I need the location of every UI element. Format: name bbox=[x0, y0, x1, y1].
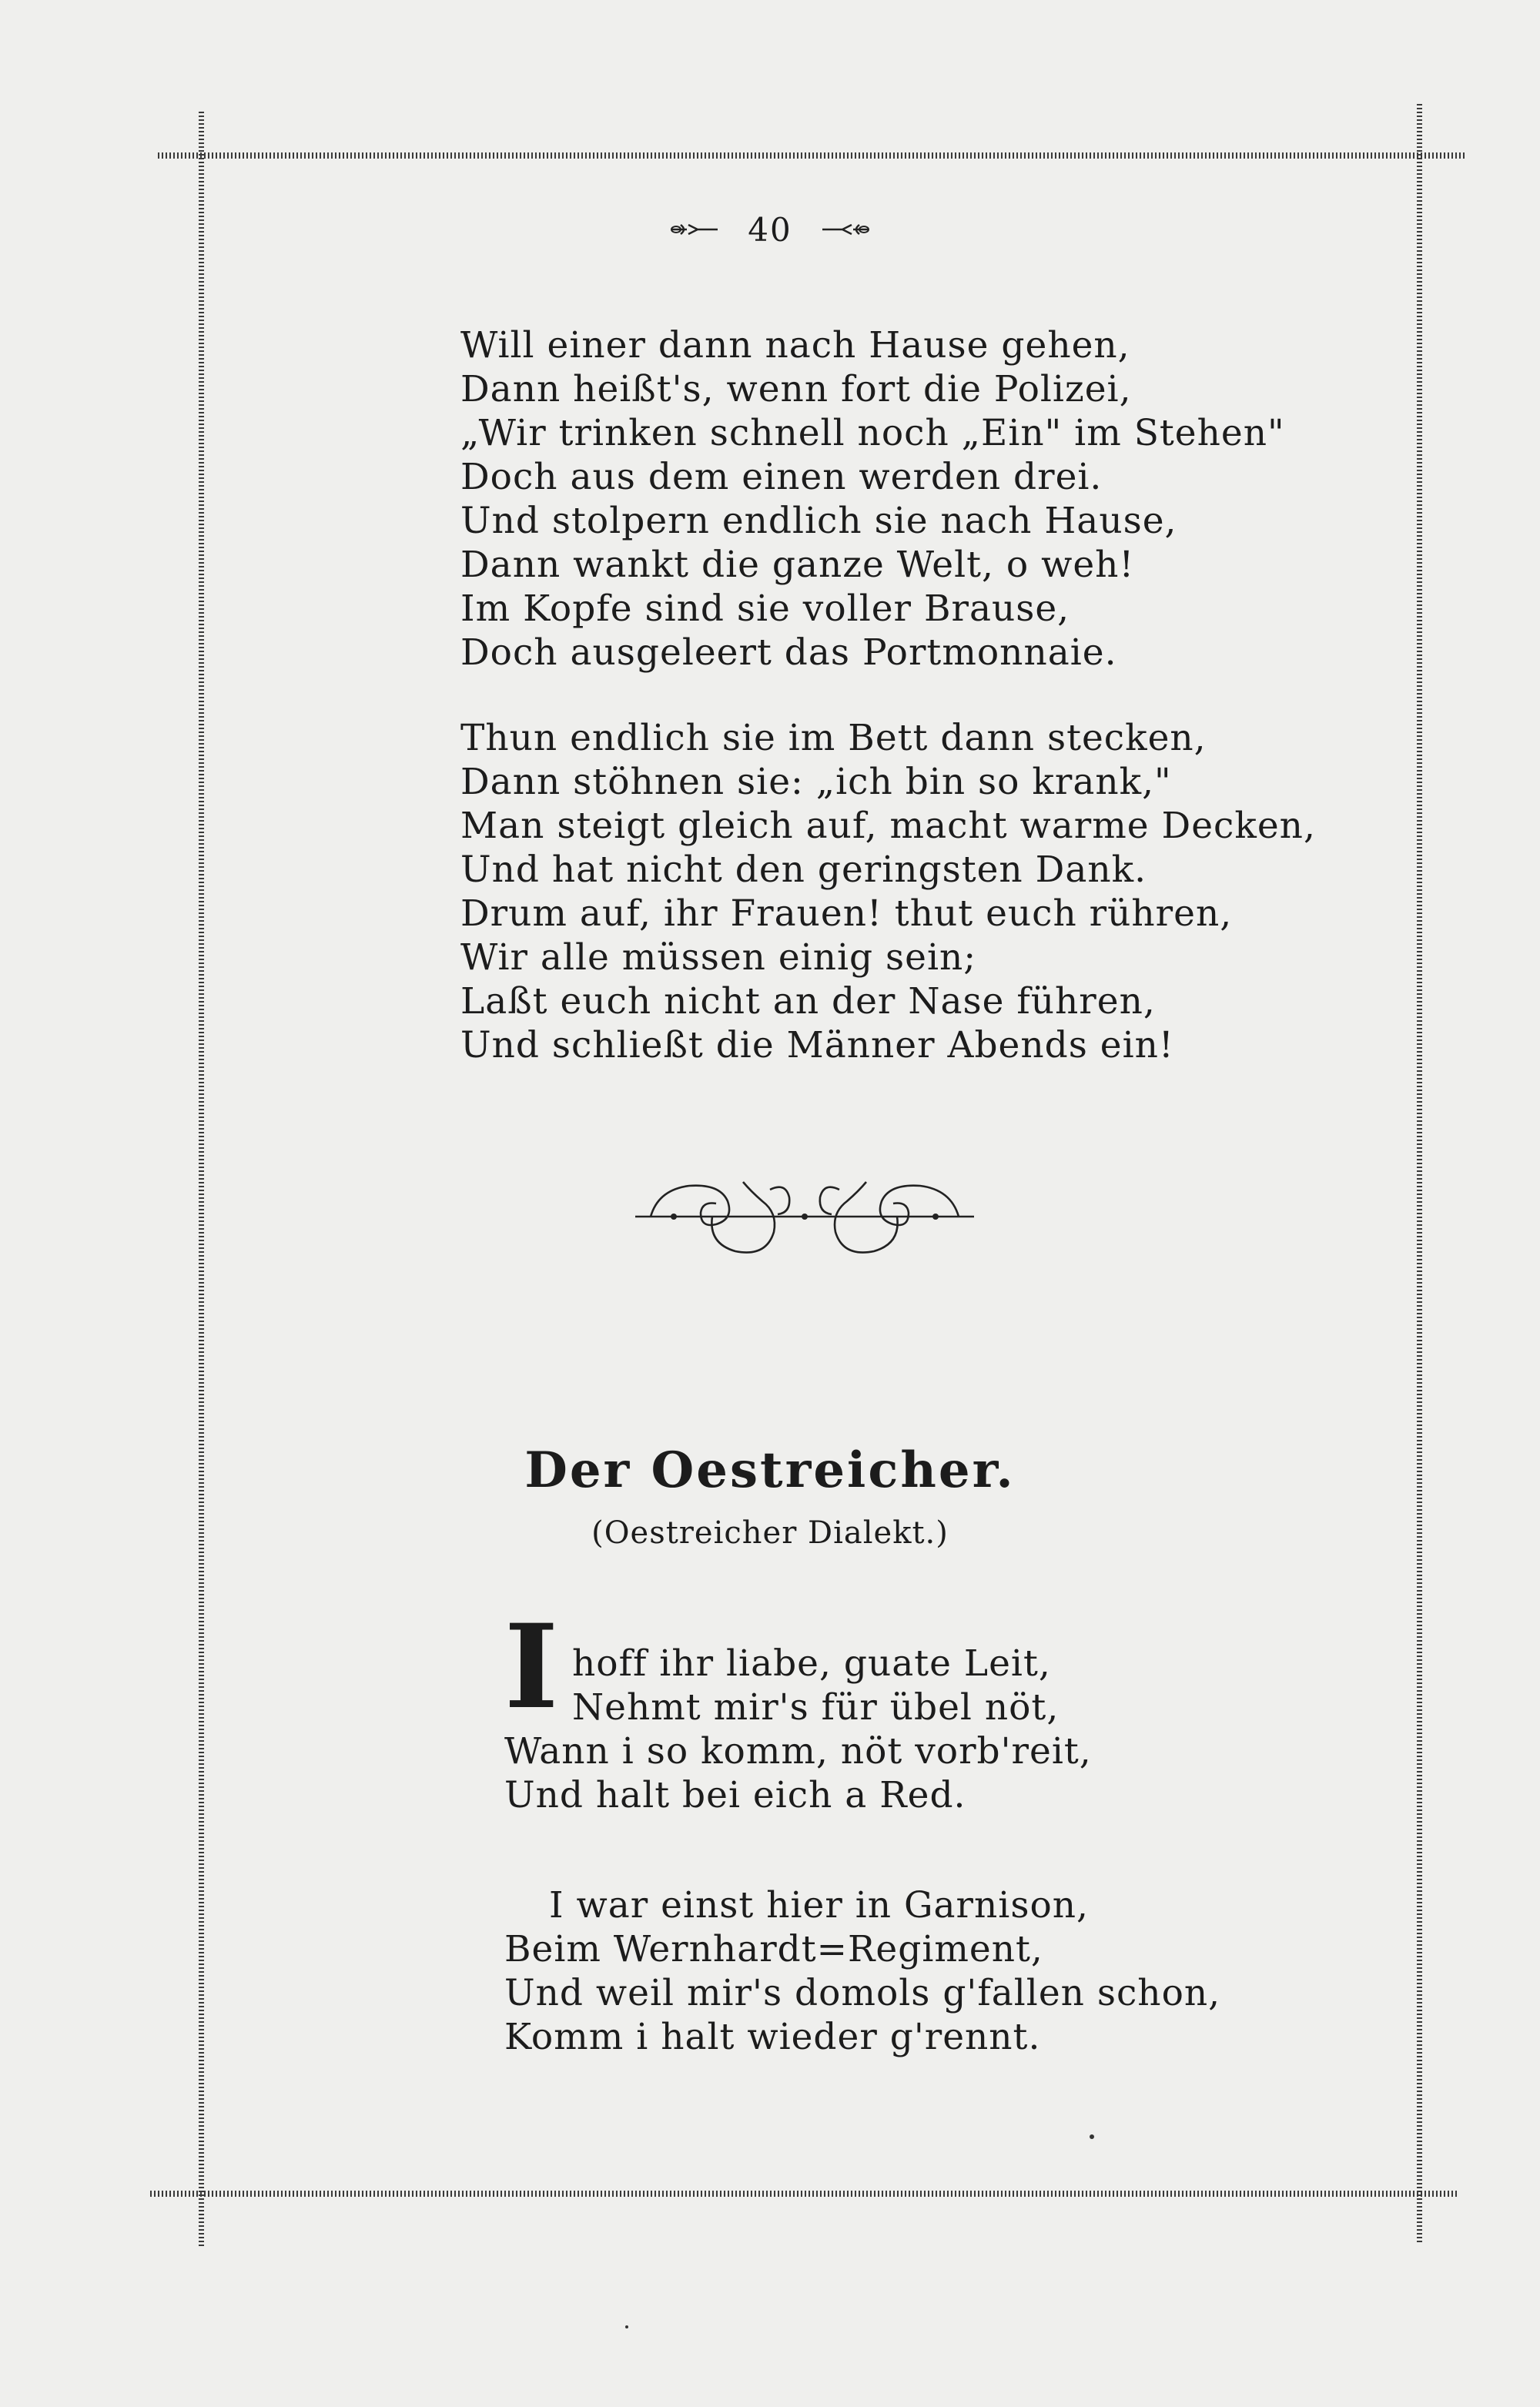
frame-right-rule bbox=[1417, 104, 1422, 2245]
ink-speck bbox=[1090, 2134, 1094, 2139]
verse-line: Und halt bei eich a Red. bbox=[504, 1774, 966, 1816]
verse-line: I war einst hier in Garnison, bbox=[549, 1884, 1089, 1927]
verse-line: Im Kopfe sind sie voller Brause, bbox=[460, 588, 1070, 630]
verse-line: Und schließt die Männer Abends ein! bbox=[460, 1024, 1174, 1066]
verse-line: Beim Wernhardt=Regiment, bbox=[504, 1928, 1043, 1970]
stanza-1 bbox=[460, 323, 1285, 675]
verse-line: Wann i so komm, nöt vorb'reit, bbox=[504, 1730, 1092, 1773]
verse-line: Doch aus dem einen werden drei. bbox=[460, 456, 1103, 498]
verse-line: Laßt euch nicht an der Nase führen, bbox=[460, 980, 1156, 1023]
verse-line: Dann stöhnen sie: „ich bin so krank," bbox=[460, 761, 1172, 803]
frame-bottom-rule bbox=[150, 2191, 1459, 2197]
verse-line: Will einer dann nach Hause gehen, bbox=[460, 324, 1130, 367]
verse-line: Dann heißt's, wenn fort die Polizei, bbox=[460, 368, 1132, 410]
verse-line: Dann wankt die ganze Welt, o weh! bbox=[460, 544, 1135, 586]
verse-line: Wir alle müssen einig sein; bbox=[460, 936, 977, 979]
poem-subtitle: (Oestreicher Dialekt.) bbox=[591, 1515, 949, 1551]
frame-top-rule bbox=[158, 152, 1467, 159]
verse-line: Und stolpern endlich sie nach Hause, bbox=[460, 500, 1177, 542]
poem-title: Der Oestreicher. bbox=[524, 1441, 1016, 1499]
verse-line: Doch ausgeleert das Portmonnaie. bbox=[460, 631, 1117, 674]
page-number-value: 40 bbox=[748, 210, 792, 249]
verse-line: Thun endlich sie im Bett dann stecken, bbox=[460, 717, 1207, 759]
stanza-3 bbox=[504, 1642, 1092, 1817]
frame-left-rule bbox=[199, 112, 204, 2248]
verse-line: Und hat nicht den geringsten Dank. bbox=[460, 849, 1147, 891]
verse-line: Nehmt mir's für übel nöt, bbox=[572, 1686, 1060, 1729]
verse-line: hoff ihr liabe, guate Leit, bbox=[572, 1642, 1051, 1685]
flourish-ornament-icon bbox=[628, 1159, 982, 1274]
verse-line: Komm i halt wieder g'rennt. bbox=[504, 2016, 1041, 2058]
left-ornament-icon bbox=[670, 221, 719, 238]
right-ornament-icon bbox=[821, 221, 870, 238]
verse-line: Man steigt gleich auf, macht warme Decken, bbox=[460, 805, 1316, 847]
page-number bbox=[0, 208, 1540, 249]
drop-cap: I bbox=[504, 1599, 559, 1735]
verse-line: Und weil mir's domols g'fallen schon, bbox=[504, 1972, 1221, 2014]
stanza-2 bbox=[460, 716, 1316, 1067]
verse-line: Drum auf, ihr Frauen! thut euch rühren, bbox=[460, 892, 1233, 935]
stanza-4 bbox=[504, 1883, 1220, 2059]
verse-line: „Wir trinken schnell noch „Ein" im Stehen" bbox=[460, 412, 1285, 454]
ink-speck bbox=[625, 2325, 628, 2328]
